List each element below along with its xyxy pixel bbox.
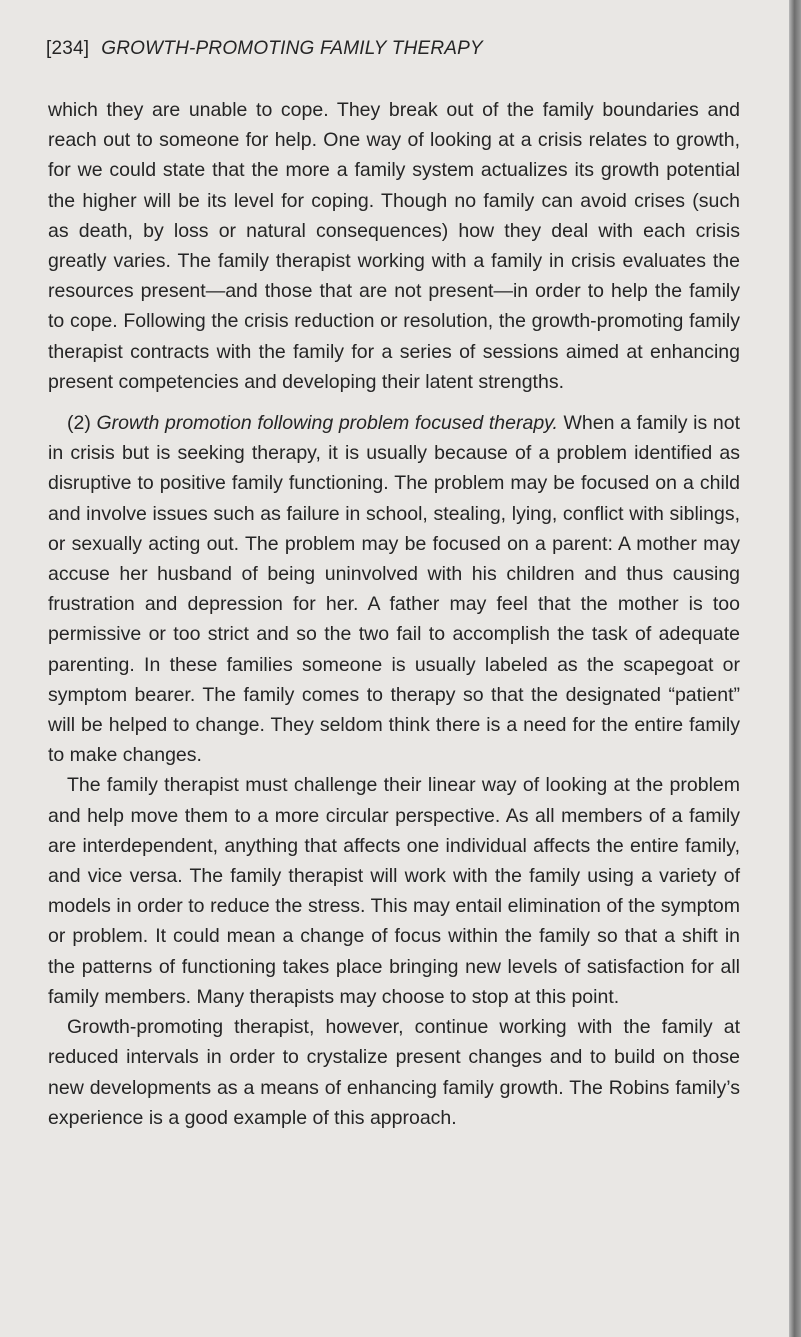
page-number: [234] (46, 38, 90, 59)
running-title: GROWTH-PROMOTING FAMILY THERAPY (101, 38, 483, 59)
section-number: (2) (67, 412, 91, 435)
page-edge-shadow (789, 0, 801, 1337)
body-text (48, 95, 740, 1133)
section-heading: Growth promotion following problem focused therapy. (96, 412, 558, 435)
paragraph-robins-example: Growth-promoting therapist, however, continue working with the family at reduced intervals in order to crystalize present changes and to build on those new developments as a means of enhancing family growth. The Robins family’s experience is a good example of this approach. (48, 1016, 740, 1129)
section-text: When a family is not in crisis but is seeking therapy, it is usually because of a problem identified as disruptive to positive family functioning. The problem may be focused on a child and involve issues such as failure in school, stealing, lying, conflict with siblings, or sexually acting out. The problem may be focused on a parent: A mother may accuse her husband of being uninvolved with his children and thus causing frustration and depression for her. A father may feel that the mother is too permissive or too strict and so the two fail to accomplish the task of adequate parenting. In these families someone is usually labeled as the scapegoat or symptom bearer. The family comes to therapy so that the designated “patient” will be helped to change. They seldom think there is a need for the entire family to make changes. (48, 412, 740, 767)
paragraph-linear-circular: The family therapist must challenge their linear way of looking at the problem and help move them to a more circular perspective. As all members of a family are interdependent, anything that affects one individual affects the entire family, and vice versa. The family therapist will work with the family using a variety of models in order to reduce the stress. This may entail elimination of the symptom or problem. It could mean a change of focus within the family so that a shift in the patterns of functioning takes place bringing new levels of satisfaction for all family members. Many therapists may choose to stop at this point. (48, 774, 740, 1008)
paragraph-continuation: which they are unable to cope. They break out of the family boundaries and reach out to someone for help. One way of looking at a crisis relates to growth, for we could state that the more a family system actualizes its growth potential the higher will be its level for coping. Though no family can avoid crises (such as death, by loss or natural consequences) how they deal with each crisis greatly varies. The family therapist working with a family in crisis evaluates the resources present—and those that are not present—in order to help the family to cope. Following the crisis reduction or resolution, the growth-promoting family therapist contracts with the family for a series of sessions aimed at enhancing present competencies and developing their latent strengths. (48, 99, 740, 393)
running-header (46, 38, 483, 60)
paragraph-growth-promotion (48, 408, 740, 770)
